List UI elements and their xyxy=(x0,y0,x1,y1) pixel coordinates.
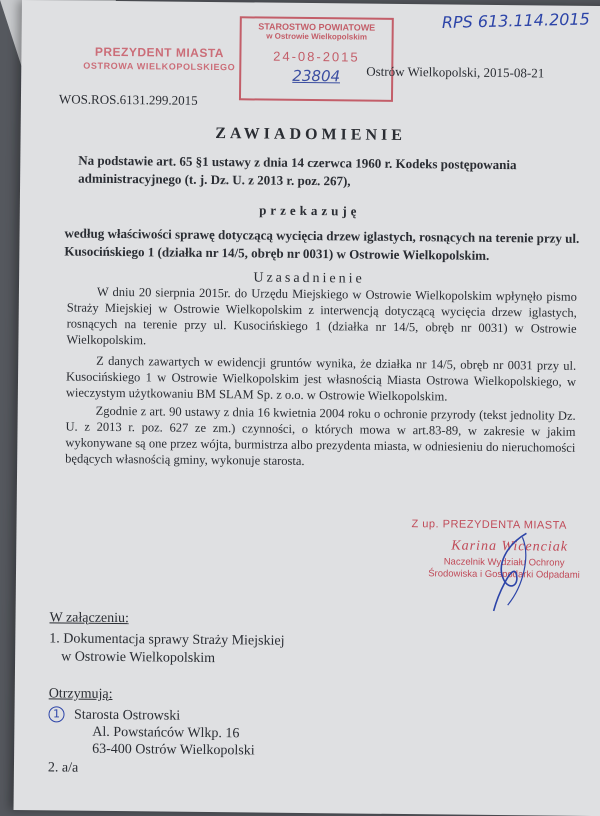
document-title: ZAWIADOMIENIE xyxy=(215,125,407,145)
mayor-stamp-line1: PREZYDENT MIASTA xyxy=(94,44,225,61)
date-place: Ostrów Wielkopolski, 2015-08-21 xyxy=(366,63,545,81)
recipients-list xyxy=(48,706,255,778)
attachment-item-line1: 1. Dokumentacja sprawy Straży Miejskiej xyxy=(49,631,285,649)
received-stamp xyxy=(239,16,394,102)
received-stamp-office: STAROSTWO POWIATOWE xyxy=(258,21,376,33)
received-stamp-number: 23804 xyxy=(292,66,341,86)
recipient-1-city: 63-400 Ostrów Wielkopolski xyxy=(92,741,255,759)
mayor-stamp-line2: OSTROWA WIELKOPOLSKIEGO xyxy=(83,60,236,73)
recipient-1-number: 1 xyxy=(48,706,64,722)
recipient-1 xyxy=(48,706,255,759)
handwritten-reference: RPS 613.114.2015 xyxy=(441,9,591,32)
recipients-label: Otrzymują: xyxy=(48,686,113,702)
received-stamp-city: w Ostrowie Wielkopolskim xyxy=(266,31,368,42)
signatory-name: Karina Wicenciak xyxy=(451,538,569,555)
handwritten-signature xyxy=(486,525,547,616)
attachment-item xyxy=(49,630,285,668)
justification-heading: Uzasadnienie xyxy=(253,270,365,287)
signature-authority: Z up. PREZYDENTA MIASTA xyxy=(411,518,567,532)
paragraph-2: Z danych zawartych w ewidencji gruntów wynika, że działka nr 14/5, obręb nr 0031 przy ul. Kusocińskiego 1 w Ostrowie Wielkopolskim jest własnością Miasta Ostrowa Wielkopolskiego, w wieczystym użytkowaniu BM SLAM Sp. z o.o. w Ostrowie Wielkopolskim. xyxy=(65,353,577,404)
document-page xyxy=(14,0,600,816)
recipient-1-name: Starosta Ostrowski xyxy=(73,707,181,724)
paragraph-1: W dniu 20 sierpnia 2015r. do Urzędu Miejskiego w Ostrowie Wielkopolskim wpłynęło pismo Straży Miejskiej w Ostrowie Wielkopolskim z interwencją dotyczącą wycięcia drzew iglastych, rosnących na terenie przy ul. Kusocińskiego 1 (działka nr 14/5, obręb nr 0031) w Ostrowie Wielkopolskim. xyxy=(66,284,577,348)
attachment-item-line2: w Ostrowie Wielkopolskim xyxy=(61,649,216,667)
recipient-2: 2. a/a xyxy=(47,760,79,776)
reference-number: WOS.ROS.6131.299.2015 xyxy=(58,91,198,108)
signatory-position: Naczelnik Wydziału Ochrony Środowiska i Gospodarki Odpadami xyxy=(428,556,580,581)
received-stamp-date: 24-08-2015 xyxy=(273,48,360,65)
subject-text: według właściwości sprawę dotyczącą wycięcia drzew iglastych, rosnących na terenie przy ul. Kusocińskiego 1 (działka nr 14/5, obręb nr 0031) w Ostrowie Wielkopolskim. xyxy=(64,225,580,263)
transfer-heading: przekazuję xyxy=(259,202,361,219)
mayor-stamp xyxy=(83,45,235,73)
recipient-1-street: Al. Powstańców Wlkp. 16 xyxy=(92,724,240,742)
attachments-label: W załączeniu: xyxy=(49,610,130,627)
paragraph-3: Zgodnie z art. 90 ustawy z dnia 16 kwietnia 2004 roku o ochronie przyrody (tekst jednolity Dz. U. z 2013 r. poz. 627 ze zm.) czynności, o których mowa w art.83-89, w zakresie w jakim wykonywane są one przez wójta, burmistrza albo prezydenta miasta, w odniesieniu do nieruchomości będących własnością gminy, wykonuje starosta. xyxy=(65,403,576,468)
legal-basis: Na podstawie art. 65 §1 ustawy z dnia 14 czerwca 1960 r. Kodeks postępowania administracyjnego (t. j. Dz. U. z 2013 r. poz. 267), xyxy=(78,152,517,189)
